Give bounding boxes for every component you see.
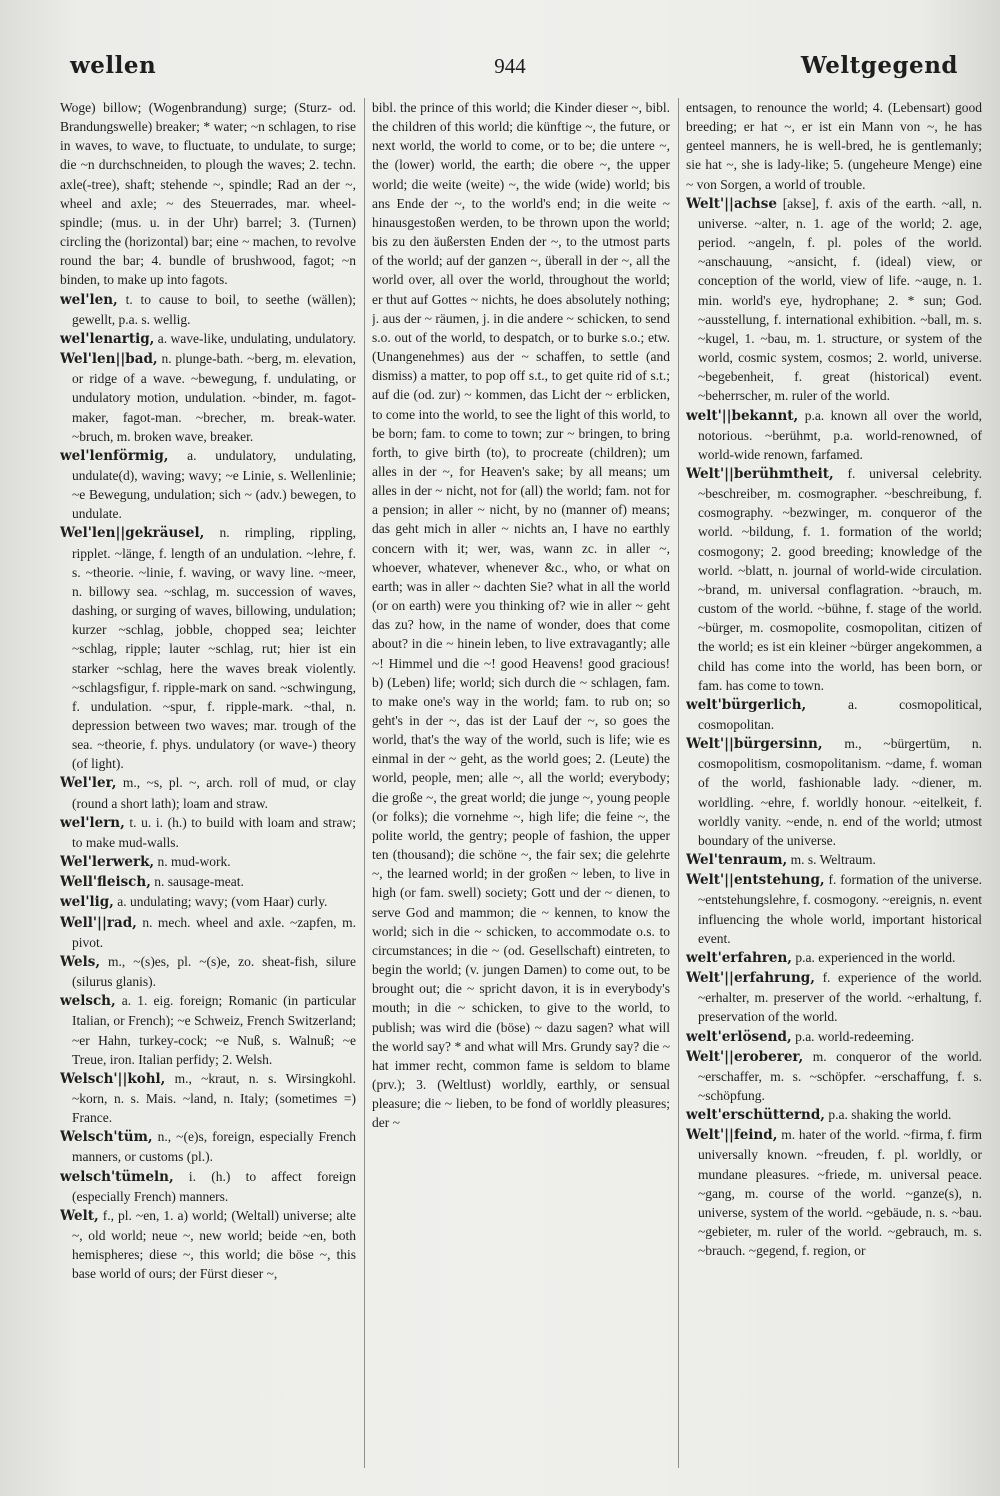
entry-headword: Well'||rad, <box>60 914 137 931</box>
dictionary-entry <box>686 968 982 1026</box>
entry-headword: welsch, <box>60 993 116 1010</box>
entry-headword: Welt'||feind, <box>686 1127 778 1144</box>
entry-headword: welt'erfahren, <box>686 949 792 966</box>
dictionary-entry <box>60 913 356 952</box>
entry-definition: p.a. experienced in the world. <box>795 949 956 965</box>
dictionary-columns <box>60 98 980 1468</box>
entry-headword: wel'lenförmig, <box>60 447 169 464</box>
dictionary-entry <box>60 290 356 329</box>
entry-headword: welt'erschütternd, <box>686 1107 825 1124</box>
entry-continuation <box>60 98 356 290</box>
dictionary-entry <box>60 329 356 349</box>
entry-definition: f. formation of the universe. ~entstehungslehre, f. cosmogony. ~ereignis, n. event influencing the whole world, important historical event. <box>698 872 982 946</box>
entry-definition: n. plunge-bath. ~berg, m. elevation, or ridge of a wave. ~bewegung, f. undulating, or undulatory motion, undulation. ~binder, m. fagot-maker, fagot-man. ~brecher, m. break-water. ~bruch, m. broken wave, breaker. <box>72 351 356 444</box>
entry-headword: welt'||bekannt, <box>686 407 799 424</box>
entry-headword: Welsch'||kohl, <box>60 1070 166 1087</box>
entry-definition: m. s. Weltraum. <box>790 852 876 868</box>
dictionary-entry <box>60 446 356 524</box>
entry-headword: wel'lenartig, <box>60 330 155 347</box>
entry-headword: Wels, <box>60 953 101 970</box>
page-number: 944 <box>494 54 526 78</box>
dictionary-entry <box>60 1167 356 1206</box>
entry-headword: Welsch'tüm, <box>60 1129 153 1146</box>
entry-definition: f., pl. ~en, 1. a) world; (Weltall) universe; alte ~, old world; neue ~, new world; beide ~en, both hemispheres; diese ~, this world; die böse ~, this base world of ours; der Fürst dieser ~, <box>72 1207 356 1282</box>
entry-definition: m., ~s, pl. ~, arch. roll of mud, or clay (round a short lath); loam and straw. <box>72 775 356 811</box>
entry-definition: n. mud-work. <box>157 854 231 870</box>
entry-definition: p.a. known all over the world, notorious. ~berühmt, p.a. world-renowned, of world-wide renown, farfamed. <box>698 407 982 462</box>
entry-definition: a. cosmopolitical, cosmopolitan. <box>698 696 982 732</box>
dictionary-entry <box>60 852 356 872</box>
entry-definition: t. u. i. (h.) to build with loam and straw; to make mud-walls. <box>72 814 356 850</box>
entry-definition: a. wave-like, undulating, undulatory. <box>157 330 356 346</box>
entry-definition: a. 1. eig. foreign; Romanic (in particular Italian, or French); ~e Schweiz, French Switzerland; ~er Hahn, turkey-cock; ~e Nuß, s. Walnuß; ~e Treue, iron. Italian perfidy; 2. Welsh. <box>72 993 356 1067</box>
entry-continuation <box>372 98 670 1132</box>
entry-headword: Wel'tenraum, <box>686 852 788 869</box>
entry-definition: n. sausage-meat. <box>154 874 244 890</box>
dictionary-entry <box>686 1105 982 1125</box>
entry-definition: n. mech. wheel and axle. ~zapfen, m. pivot. <box>72 914 356 950</box>
column-3 <box>686 98 982 1468</box>
dictionary-entry <box>686 464 982 695</box>
dictionary-entry <box>60 872 356 892</box>
entry-definition: bibl. the prince of this world; die Kinder dieser ~, bibl. the children of this world; die künftige ~, the future, or next world, the world to come, or to be; die untere ~, the (lower) world, the earth; die obere ~, the upper world; die weite (weite) ~, the wide (wide) world; bis ans Ende der ~, to the world's end; in die weite ~ hinausgestoßen werden, to be thrown upon the world; bis zu den äußersten Enden der ~, to the utmost parts of the world; auf der ganzen ~, überall in der ~, all the world over, all over the world, throughout the world; er thut auf Gottes ~ nichts, he does absolutely nothing; j. aus der ~ räumen, j. in die andere ~ schicken, to send s.o. out of the world, to despatch, or to burke s.o.; etw. (Unangenehmes) aus der ~ schaffen, to settle (and dismiss) a matter, to pop off s.t., to get quite rid of s.t.; auf die (od. zur) ~ kommen, das Licht der ~ erblicken, to come into the world, to see the light of this world, to be born; fam. to come to town; zur ~ bringen, to bring forth, to give birth (to), to procreate (children); um alles in der ~, for Heaven's sake; by all means; um alles in der ~ nicht, not for (all) the world; fam. not for a pension; in aller ~ nicht, by no (manner of) means; das geht mich in aller ~ nichts an, I have no earthly concern with it; wer, was, wann zc. in aller ~, whoever, whatever, whenever &c., who, or what on earth; was in aller ~ dachten Sie? what in all the world (or on earth) were you thinking of? wie in aller ~ geht das zu? how, in the name of wonder, does that come about? in die ~ hinein leben, to live extravagantly; alle ~! Himmel und die ~! good Heavens! good gracious! b) (Leben) life; world; sich durch die ~ schlagen, fam. to make one's way in the world; fam. to rub on; so geht's in der ~, das ist der Lauf der ~, so goes the world, that's the way of the world, such is life; wie es einmal in der ~ geht, as the world goes; 2. (Leute) the world, people, men; alle ~, all the world; everybody; die große ~, the great world; die junge ~, young people (or folks); die vornehme ~, high life; die feine ~, the polite world, the gentry; people of fashion, the upper ten (thousand); die schöne ~, the fair sex; die gelehrte ~, the learned world; in der großen ~ leben, to live in high (or fam. swell) society; Gott und der ~ dienen, to serve God and mammon; die ~ kennen, to know the world; sich in die ~ schicken, to accommodate o.s. to circumstances; in die ~ (od. Gesellschaft) eintreten, to begin the world; (v. jungen Damen) to come out, to be brought out; die ~ spricht davon, it is in everybody's mouth; in die ~ schicken, to give to the world, to publish; was wird die (böse) ~ dazu sagen? what will the world say? * and what will Mrs. Grundy say? die ~ hat immer recht, common fame is seldom to blame (prv.); 3. (Weltlust) worldly, earthly, or sensual pleasure; die ~ lieben, to be fond of worldly pleasures; der ~ <box>372 100 670 1131</box>
dictionary-entry <box>60 1069 356 1127</box>
entry-headword: Wel'len||gekräusel, <box>60 525 205 542</box>
entry-definition: f. universal celebrity. ~beschreiber, m. cosmographer. ~beschreibung, f. cosmography. ~bezwinger, m. conqueror of the world. ~bildung, f. 1. formation of the world; cosmogony; 2. good breeding; knowledge of the world. ~blatt, n. journal of world-wide circulation. ~brand, m. universal conflagration. ~brauch, m. custom of the world. ~bühne, f. stage of the world. ~bürger, m. cosmopolite, cosmopolitan, citizen of the world; es ist ein kleiner ~bürger angekommen, a child has come into the world, has been born, or fam. has come to town. <box>698 465 982 693</box>
dictionary-entry <box>60 1206 356 1284</box>
dictionary-entry <box>60 523 356 773</box>
entry-headword: Welt'||bürgersinn, <box>686 736 823 753</box>
dictionary-entry <box>60 1127 356 1166</box>
dictionary-entry <box>686 948 982 968</box>
entry-definition: m., ~bürgertüm, n. cosmopolitism, cosmopolitanism. ~dame, f. woman of the world, fashionable lady. ~diener, m. worldling. ~ehre, f. worldly honour. ~eitelkeit, f. worldly vanity. ~ende, n. end of the world; utmost boundary of the universe. <box>698 736 982 848</box>
entry-headword: wel'len, <box>60 291 118 308</box>
dictionary-entry <box>60 991 356 1069</box>
entry-headword: welt'erlösend, <box>686 1028 792 1045</box>
column-2 <box>372 98 670 1468</box>
column-1 <box>60 98 356 1468</box>
entry-headword: wel'lern, <box>60 814 125 831</box>
entry-headword: Welt, <box>60 1207 99 1224</box>
dictionary-entry <box>686 850 982 870</box>
right-guideword: Weltgegend <box>800 52 958 79</box>
left-guideword: wellen <box>70 52 157 79</box>
entry-definition: m., ~kraut, n. s. Wirsingkohl. ~korn, n. s. Mais. ~land, n. Italy; (sometimes =) France. <box>72 1070 356 1126</box>
entry-headword: Wel'lerwerk, <box>60 854 155 871</box>
entry-definition: entsagen, to renounce the world; 4. (Lebensart) good breeding; er hat ~, er ist ein Mann von ~, he has genteel manners, he is well-bred, he is gentlemanly; sie hat ~, she is lady-like; 5. (ungeheure Menge) eine ~ von Sorgen, a world of trouble. <box>686 100 982 192</box>
entry-headword: welsch'tümeln, <box>60 1168 174 1185</box>
entry-definition: p.a. shaking the world. <box>828 1107 952 1123</box>
dictionary-entry <box>60 349 356 446</box>
entry-continuation <box>686 98 982 194</box>
entry-definition: Woge) billow; (Wogenbrandung) surge; (Sturz- od. Brandungswelle) breaker; * water; ~n schlagen, to rise in waves, to wave, to fluctuate, to undulate, to surge; die ~n durchschneiden, to plough the waves; 2. techn. axle(-tree), shaft; stehende ~, spindle; Rad an der ~, wheel and axle; ~ des Steuerrades, mar. wheel-spindle; (mus. u. in der Uhr) barrel; 3. (Turnen) circling the (horizontal) bar; eine ~ machen, to revolve round the bar; 4. bundle of brushwood, fagot; ~n binden, to make up into fagots. <box>60 100 356 288</box>
dictionary-entry <box>60 952 356 991</box>
entry-definition: p.a. world-redeeming. <box>795 1028 915 1044</box>
dictionary-entry <box>686 1047 982 1105</box>
entry-definition: n. rimpling, rippling, ripplet. ~länge, f. length of an undulation. ~lehre, f. s. ~theorie. ~linie, f. waving, or wavy line. ~meer, n. billowy sea. ~schlag, m. succession of waves, dashing, or surging of waves, billowing, undulation; kurzer ~schlag, jobble, chopped sea; leichter ~schlag, ripple; lauter ~schlag, rut; hier ist ein starker ~schlag, here the waves break violently. ~schlagsfigur, f. ripple-mark on sand. ~schwingung, f. undulation. ~spur, f. ripple-mark. ~thal, n. depression between two waves; mar. trough of the sea. ~theorie, f. phys. undulatory (or wave-) theory (of light). <box>72 525 356 772</box>
dictionary-entry <box>686 1027 982 1047</box>
entry-definition: m. hater of the world. ~firma, f. firm universally known. ~freuden, f. pl. worldly, or mundane pleasures. ~friede, m. universal peace. ~gang, m. course of the world. ~ganze(s), n. universe, system of the world. ~gebäude, n. s. ~bau. ~gebieter, m. ruler of the world. ~gebrauch, m. s. ~brauch. ~gegend, f. region, or <box>698 1127 982 1259</box>
entry-headword: welt'bürgerlich, <box>686 696 807 713</box>
entry-definition: t. to cause to boil, to seethe (wällen); gewellt, p.a. s. wellig. <box>72 291 356 327</box>
entry-definition: m. conqueror of the world. ~erschaffer, m. s. ~schöpfer. ~erschaffung, f. s. ~schöpfung. <box>698 1048 982 1103</box>
entry-headword: Welt'||achse <box>686 195 777 212</box>
dictionary-entry <box>686 734 982 850</box>
entry-definition: i. (h.) to affect foreign (especially French) manners. <box>72 1168 356 1204</box>
entry-headword: Welt'||erfahrung, <box>686 970 815 987</box>
entry-definition: f. experience of the world. ~erhalter, m. preserver of the world. ~erhaltung, f. preservation of the world. <box>698 970 982 1025</box>
dictionary-entry <box>686 194 982 406</box>
entry-headword: Welt'||berühmtheit, <box>686 465 834 482</box>
entry-headword: Well'fleisch, <box>60 874 151 891</box>
entry-definition: [akse], f. axis of the earth. ~all, n. universe. ~alter, n. 1. age of the world; 2. age, period. ~angeln, f. pl. poles of the world. ~anschauung, ~ansicht, f. (ideal) view, or conception of the world, view of life. ~auge, n. 1. min. world's eye, hydrophane; 2. * sun; God. ~ausstellung, f. international exhibition. ~ball, m. s. ~kugel, 1. ~bau, m. 1. structure, or system of the world, cosmic system, cosmos; 2. world, universe. ~begebenheit, f. great (historical) event. ~beherrscher, m. ruler of the world. <box>698 195 982 404</box>
entry-definition: a. undulatory, undulating, undulate(d), waving; wavy; ~e Linie, s. Wellenlinie; ~e Bewegung, undulation; sich ~ (adv.) bewegen, to undulate. <box>72 447 356 522</box>
dictionary-entry <box>60 892 356 912</box>
entry-headword: Wel'ler, <box>60 775 117 792</box>
entry-headword: Welt'||eroberer, <box>686 1048 804 1065</box>
entry-headword: Welt'||entstehung, <box>686 872 825 889</box>
dictionary-entry <box>60 773 356 812</box>
dictionary-entry <box>686 406 982 464</box>
column-rule <box>364 98 365 1468</box>
column-rule <box>678 98 679 1468</box>
dictionary-entry <box>60 813 356 852</box>
entry-headword: wel'lig, <box>60 894 114 911</box>
entry-definition: m., ~(s)es, pl. ~(s)e, zo. sheat-fish, silure (silurus glanis). <box>72 953 356 990</box>
entry-headword: Wel'len||bad, <box>60 351 158 368</box>
page-header <box>60 52 960 92</box>
dictionary-entry <box>686 695 982 734</box>
entry-definition: n., ~(e)s, foreign, especially French manners, or customs (pl.). <box>72 1129 356 1165</box>
entry-definition: a. undulating; wavy; (vom Haar) curly. <box>117 894 328 910</box>
dictionary-entry <box>686 870 982 948</box>
dictionary-entry <box>686 1125 982 1260</box>
